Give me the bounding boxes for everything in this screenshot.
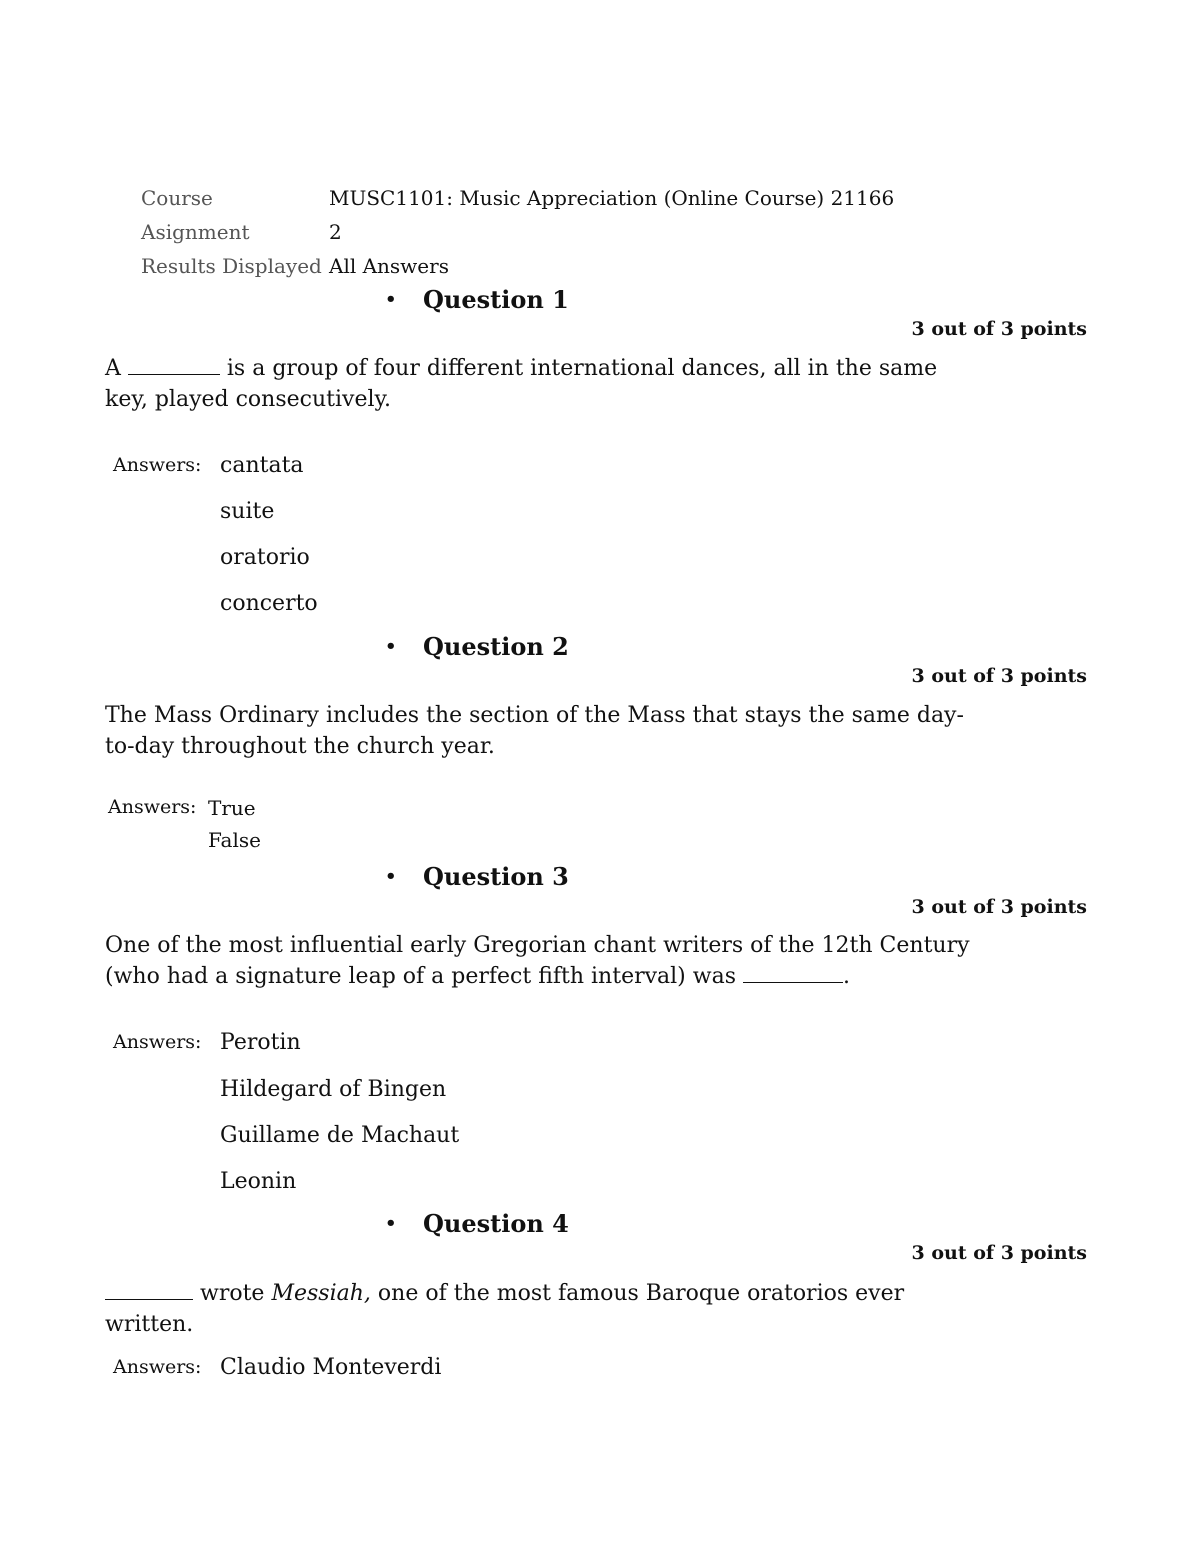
answer-option: cantata bbox=[220, 453, 304, 478]
question-1-title bbox=[385, 285, 569, 314]
question-3-text-period: . bbox=[843, 964, 850, 989]
answer-option: concerto bbox=[220, 591, 318, 616]
question-4-text-title: Messiah, bbox=[271, 1281, 371, 1306]
question-3-answers-label: Answers: bbox=[113, 1031, 202, 1053]
question-3-text-line1: One of the most influential early Gregorian chant writers of the 12th Century bbox=[105, 933, 970, 958]
answer-option: False bbox=[208, 828, 261, 852]
question-4-text-end: written. bbox=[105, 1312, 194, 1337]
question-3-text bbox=[105, 930, 985, 992]
question-4-text bbox=[105, 1278, 985, 1340]
answer-option: Hildegard of Bingen bbox=[220, 1077, 447, 1102]
question-1-answers-label: Answers: bbox=[113, 454, 202, 476]
results-displayed-value: All Answers bbox=[329, 254, 449, 278]
bullet-icon: • bbox=[385, 866, 397, 887]
fill-in-blank bbox=[743, 964, 843, 983]
question-1-points: 3 out of 3 points bbox=[911, 318, 1087, 340]
question-2-title-text: Question 2 bbox=[423, 632, 569, 661]
question-1-text-end: key, played consecutively. bbox=[105, 387, 391, 412]
question-4-answers-label: Answers: bbox=[113, 1356, 202, 1378]
question-1-title-text: Question 1 bbox=[423, 285, 569, 314]
question-4-title-text: Question 4 bbox=[423, 1209, 569, 1238]
course-label: Course bbox=[141, 186, 213, 210]
question-3-title bbox=[385, 862, 569, 891]
question-3-title-text: Question 3 bbox=[423, 862, 569, 891]
results-displayed-label: Results Displayed bbox=[141, 254, 322, 278]
assignment-value: 2 bbox=[329, 220, 342, 244]
assignment-label: Asignment bbox=[141, 220, 250, 244]
question-4-title bbox=[385, 1209, 569, 1238]
course-value: MUSC1101: Music Appreciation (Online Course) 21166 bbox=[329, 186, 895, 210]
question-3-points: 3 out of 3 points bbox=[911, 896, 1087, 918]
question-4-points: 3 out of 3 points bbox=[911, 1242, 1087, 1264]
bullet-icon: • bbox=[385, 636, 397, 657]
question-4-text-start: wrote bbox=[200, 1281, 265, 1306]
answer-option: Leonin bbox=[220, 1169, 297, 1194]
question-2-title bbox=[385, 632, 569, 661]
question-1-text bbox=[105, 353, 985, 415]
fill-in-blank bbox=[128, 356, 220, 375]
question-4-text-middle: one of the most famous Baroque oratorios ever bbox=[377, 1281, 905, 1306]
answer-option: suite bbox=[220, 499, 275, 524]
question-2-text bbox=[105, 700, 985, 762]
answer-option: Claudio Monteverdi bbox=[220, 1355, 442, 1380]
answer-option: Guillame de Machaut bbox=[220, 1123, 460, 1148]
question-3-text-line2: (who had a signature leap of a perfect fifth interval) was bbox=[105, 964, 736, 989]
bullet-icon: • bbox=[385, 289, 397, 310]
bullet-icon: • bbox=[385, 1213, 397, 1234]
question-1-text-middle: is a group of four different international dances, all in the same bbox=[226, 356, 938, 381]
question-1-text-start: A bbox=[105, 356, 121, 381]
question-2-text-line2: to-day throughout the church year. bbox=[105, 734, 495, 759]
answer-option: oratorio bbox=[220, 545, 310, 570]
question-2-points: 3 out of 3 points bbox=[911, 665, 1087, 687]
question-2-text-line1: The Mass Ordinary includes the section of the Mass that stays the same day- bbox=[105, 703, 964, 728]
fill-in-blank bbox=[105, 1281, 193, 1300]
question-2-answers-label: Answers: bbox=[108, 796, 197, 818]
answer-option: True bbox=[208, 796, 256, 820]
answer-option: Perotin bbox=[220, 1030, 301, 1055]
